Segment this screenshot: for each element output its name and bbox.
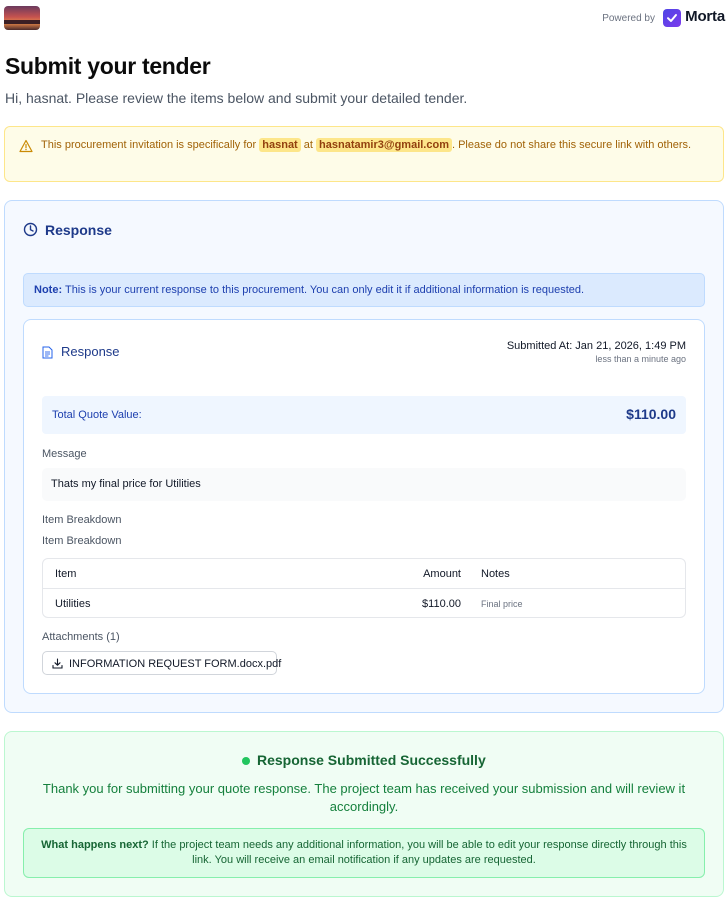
item-breakdown-label: Item Breakdown	[42, 514, 122, 526]
total-quote-label: Total Quote Value:	[52, 409, 142, 421]
morta-check-icon	[663, 9, 681, 27]
recipient-email: hasnatamir3@gmail.com	[316, 138, 452, 152]
submitted-ago: less than a minute ago	[595, 354, 686, 364]
powered-by-label: Powered by	[602, 13, 655, 24]
total-quote-row	[42, 396, 686, 434]
message-value: Thats my final price for Utilities	[42, 468, 686, 501]
column-header-item: Item	[55, 568, 77, 580]
clock-icon	[23, 222, 38, 237]
page-title: Submit your tender	[5, 53, 211, 79]
response-note	[23, 273, 705, 307]
brand-name: Morta	[685, 8, 725, 25]
document-icon	[42, 346, 53, 359]
table-header	[43, 559, 685, 589]
response-card-title: Response	[61, 344, 120, 359]
next-steps-box	[23, 828, 705, 878]
warning-triangle-icon	[19, 139, 33, 153]
response-card	[23, 319, 705, 694]
response-section	[4, 200, 724, 713]
attachment-download-button[interactable]	[42, 651, 282, 675]
warning-text-after: . Please do not share this secure link with others.	[451, 139, 692, 151]
recipient-name: hasnat	[259, 138, 300, 152]
attachment-name: INFORMATION REQUEST FORM.docx.pdf	[69, 658, 282, 670]
column-header-notes: Notes	[481, 568, 510, 580]
warning-text	[41, 138, 703, 153]
submitted-at: Submitted At: Jan 21, 2026, 1:49 PM	[506, 340, 686, 352]
success-title: Response Submitted Successfully	[257, 752, 486, 768]
company-logo	[4, 6, 40, 30]
response-heading: Response	[45, 222, 112, 238]
download-icon	[52, 658, 63, 669]
page-subtitle: Hi, hasnat. Please review the items below and submit your detailed tender.	[5, 90, 468, 106]
success-dot-icon	[242, 757, 250, 765]
total-quote-value: $110.00	[626, 406, 676, 422]
warning-at: at	[303, 139, 313, 151]
attachments-label: Attachments (1)	[42, 631, 120, 643]
note-label: Note:	[34, 284, 63, 296]
next-steps-text: If the project team needs any additional information, you will be able to edit your response directly through this link. You will receive an email notification if any updates are requested.	[151, 839, 687, 866]
success-message: Thank you for submitting your quote response. The project team has received your submission and will review it accordingly.	[42, 781, 686, 814]
column-header-amount: Amount	[423, 568, 461, 580]
warning-text-before: This procurement invitation is specifically for	[41, 139, 257, 151]
next-steps-label: What happens next?	[41, 839, 149, 851]
row-notes: Final price	[481, 599, 523, 609]
top-bar	[0, 0, 727, 36]
item-breakdown-table	[42, 558, 686, 618]
security-warning	[4, 126, 724, 182]
message-label: Message	[42, 448, 87, 460]
row-amount: $110.00	[422, 598, 461, 610]
item-breakdown-sublabel: Item Breakdown	[42, 535, 122, 547]
success-panel	[4, 731, 724, 897]
note-text: This is your current response to this procurement. You can only edit it if additional information is requested.	[64, 284, 585, 296]
row-item: Utilities	[55, 598, 91, 610]
